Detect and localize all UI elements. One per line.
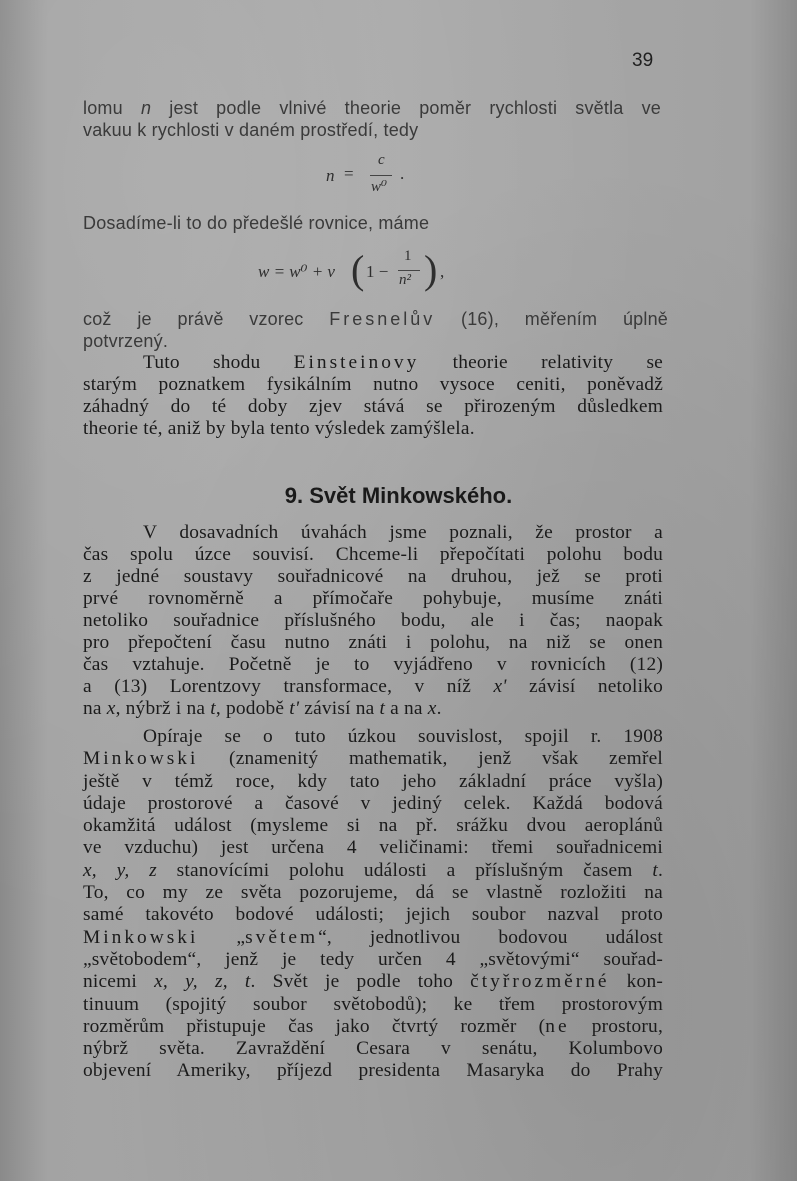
name-minkowski: Minkowski	[83, 748, 199, 770]
text-span: jest podle vlnivé theorie poměr rychlosti světla ve	[151, 98, 662, 118]
text-line	[83, 1016, 663, 1038]
text-span: theorie relativity se	[419, 352, 663, 373]
math-var: x, y, z, t	[154, 971, 251, 993]
text-line: samé takovéto bodové události; jejich soubor nazval proto	[83, 904, 663, 926]
text-span: nicemi	[83, 971, 155, 993]
paragraph-einstein	[83, 352, 663, 440]
text-span: závisí na	[299, 698, 380, 719]
text-line: ve vzduchu) jest určena 4 veličinami: třemi souřadnicemi	[83, 837, 663, 859]
text-line: Dosadíme-li to do předešlé rovnice, máme	[83, 213, 430, 233]
paragraph-minkowski	[83, 726, 663, 1083]
text-line: starým poznatkem fysikálním nutno vysoce ceniti, poněvadž	[83, 374, 663, 395]
term-ne: ne	[545, 1015, 570, 1037]
text-line	[83, 97, 661, 119]
text-line: potvrzený.	[83, 331, 169, 351]
text-line: netoliko souřadnice příslušného bodu, ale i čas; naopak	[83, 610, 663, 631]
text-span: což je právě vzorec	[83, 309, 330, 329]
text-span: prostoru,	[569, 1015, 664, 1037]
math-var: t	[210, 698, 216, 719]
page-number: 39	[632, 50, 654, 71]
paren-close: )	[424, 247, 438, 292]
text-span: kon-	[609, 971, 663, 993]
name-einstein: Einsteinovy	[293, 352, 420, 373]
formula-comma: ,	[440, 262, 445, 281]
text-span: , podobě	[215, 698, 290, 719]
fraction-bar	[398, 270, 420, 271]
text-span: na	[83, 698, 107, 719]
paragraph-intro	[83, 97, 661, 141]
formula-numerator: 1	[404, 248, 412, 264]
fraction-bar	[370, 175, 392, 176]
text-span: „	[198, 926, 246, 948]
text-line: „světobodem“, jenž je tedy určen 4 „světovými“ souřad-	[83, 948, 663, 970]
text-line	[83, 927, 663, 949]
paren-open: (	[351, 247, 365, 292]
text-line	[83, 698, 663, 720]
text-line: To, co my ze světa pozorujeme, dá se vlastně rozložiti na	[83, 882, 663, 904]
text-span: a na	[385, 698, 428, 719]
text-line: ještě v témž roce, kdy tato jeho základní práce vyšla)	[83, 770, 663, 792]
text-line: tinuum (spojitý soubor světobodů); ke třem prostorovým	[83, 993, 663, 1015]
text-line: objevení Ameriky, příjezd presidenta Masaryka do Prahy	[83, 1060, 663, 1082]
formula-refractive-index	[318, 152, 438, 200]
formula-one-minus: 1 −	[366, 262, 389, 281]
formula-fresnel	[258, 244, 498, 302]
math-var: n	[140, 98, 152, 118]
math-var: t	[652, 859, 658, 881]
math-var: x	[427, 698, 437, 719]
paragraph-space-time	[83, 522, 663, 720]
text-span: lomu	[83, 98, 141, 118]
text-line	[83, 676, 663, 698]
formula-lhs: n	[326, 166, 335, 185]
text-span: závisí netoliko	[506, 676, 663, 697]
text-span: .	[657, 859, 663, 881]
paragraph-fresnel	[83, 308, 668, 352]
text-line: theorie té, aniž by byla tento výsledek zamýšlela.	[83, 418, 475, 439]
text-line	[83, 352, 663, 374]
name-minkowski: Minkowski	[83, 926, 199, 948]
text-line	[83, 308, 668, 330]
section-heading: 9. Svět Minkowského.	[284, 483, 513, 508]
math-var: x, y, z	[83, 859, 157, 881]
formula-denominator: w⁰	[371, 179, 388, 195]
text-line: okamžitá událost (mysleme si na př. srážku dvou aeroplánů	[83, 815, 663, 837]
text-span: , nýbrž i na	[115, 698, 211, 719]
math-var: x'	[493, 676, 507, 697]
name-fresnel: Fresnelův	[329, 309, 436, 329]
formula-denominator: n²	[399, 272, 411, 288]
text-line: údaje prostorové a časové v jediný celek. Každá bodová	[83, 792, 663, 814]
formula-main: w = w⁰ + v	[258, 262, 335, 281]
term-ctyrrozmerne: čtyřrozměrné	[470, 971, 610, 993]
text-span: (16), měřením úplně	[435, 309, 668, 329]
term-svet: světem	[245, 926, 319, 948]
text-line: V dosavadních úvahách jsme poznali, že prostor a	[143, 522, 663, 543]
formula-eq: =	[344, 164, 354, 183]
text-line: pro přepočtení času nutno znáti i polohu, na niž se onen	[83, 632, 663, 653]
text-span: Tuto shodu	[143, 352, 294, 373]
text-line: z jedné soustavy souřadnicové na druhou, jež se proti	[83, 566, 663, 587]
text-span: .	[436, 698, 442, 719]
math-var: t'	[289, 698, 300, 719]
math-var: t	[379, 698, 386, 719]
formula-dot: .	[400, 164, 405, 183]
text-span: (znamenitý mathematik, jenž však zemřel	[198, 748, 663, 770]
text-line	[83, 971, 663, 993]
text-span: . Svět je podle toho	[250, 971, 471, 993]
formula-numerator: c	[378, 152, 385, 168]
text-line: Opíraje se o tuto úzkou souvislost, spojil r. 1908	[143, 726, 663, 747]
text-span: rozměrům přistupuje čas jako čtvrtý rozměr (	[83, 1015, 546, 1037]
text-line: prvé rovnoměrně a přímočaře pohybuje, musíme znáti	[83, 588, 663, 609]
math-var: x	[106, 698, 116, 719]
text-span: a (13) Lorentzovy transformace, v níž	[83, 676, 494, 697]
text-line: čas vztahuje. Početně je to vyjádřeno v rovnicích (12)	[83, 654, 663, 675]
text-line: záhadný do té doby zjev stává se přirozeným důsledkem	[83, 396, 663, 417]
text-line: vakuu k rychlosti v daném prostředí, tedy	[83, 120, 419, 140]
text-span: stanovícími polohu události a příslušným časem	[156, 859, 653, 881]
text-line	[83, 748, 663, 770]
text-line: nýbrž světa. Zavraždění Cesara v senátu, Kolumbovo	[83, 1038, 663, 1060]
text-span: “, jednotlivou bodovou událost	[318, 926, 663, 948]
paragraph-substitution	[83, 212, 583, 234]
text-line: čas spolu úzce souvisí. Chceme-li přepočítati polohu bodu	[83, 544, 663, 565]
text-line	[83, 860, 663, 882]
